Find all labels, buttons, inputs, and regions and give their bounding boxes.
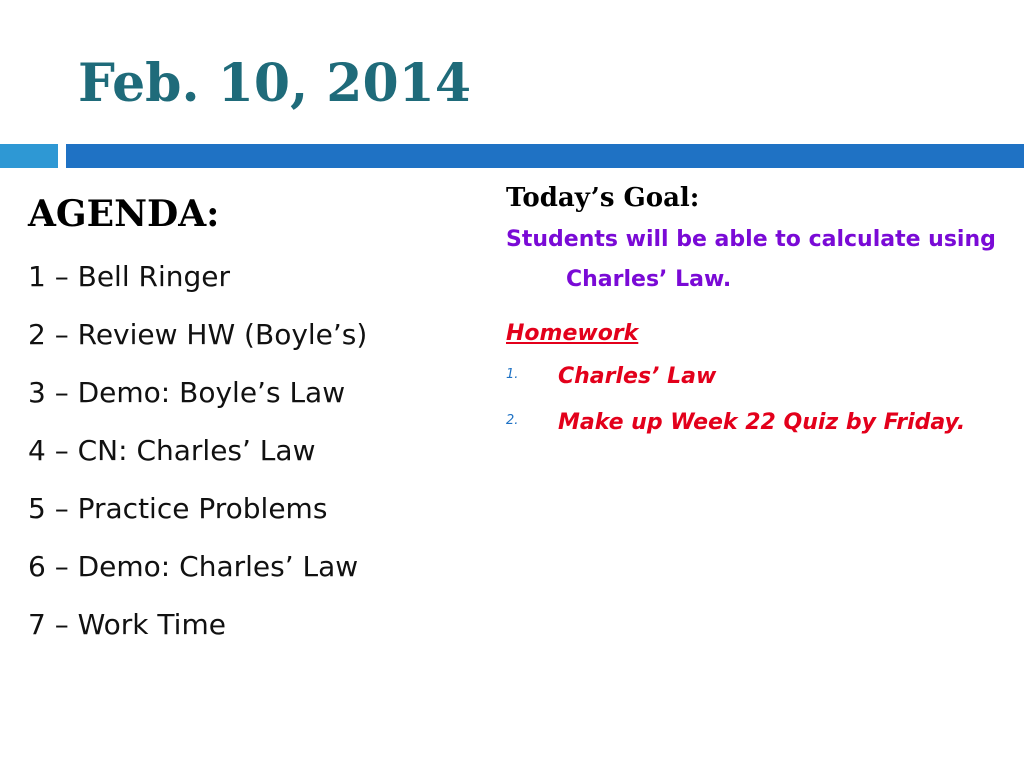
homework-item-number: 2. [506, 413, 519, 428]
homework-item [506, 356, 1006, 398]
accent-bar-left [0, 144, 58, 168]
agenda-item: 6 – Demo: Charles’ Law [28, 550, 359, 583]
homework-section [506, 316, 1006, 444]
homework-item-number: 1. [506, 367, 519, 382]
agenda-item: 7 – Work Time [28, 608, 226, 641]
homework-heading: Homework [506, 321, 639, 346]
homework-item-text: Charles’ Law [558, 364, 717, 389]
slide-title: Feb. 10, 2014 [78, 53, 472, 114]
agenda-item: 2 – Review HW (Boyle’s) [28, 318, 368, 351]
agenda-section [28, 190, 488, 654]
goal-section [506, 180, 1006, 300]
goal-text: Students will be able to calculate using Charles’ Law. [506, 227, 996, 292]
agenda-item: 5 – Practice Problems [28, 492, 328, 525]
agenda-heading: AGENDA: [28, 193, 220, 235]
homework-item [506, 402, 1006, 444]
agenda-item: 1 – Bell Ringer [28, 260, 231, 293]
goal-heading: Today’s Goal: [506, 183, 700, 213]
homework-item-text: Make up Week 22 Quiz by Friday. [558, 410, 966, 435]
accent-bar-right [66, 144, 1024, 168]
agenda-item: 4 – CN: Charles’ Law [28, 434, 316, 467]
agenda-item: 3 – Demo: Boyle’s Law [28, 376, 346, 409]
